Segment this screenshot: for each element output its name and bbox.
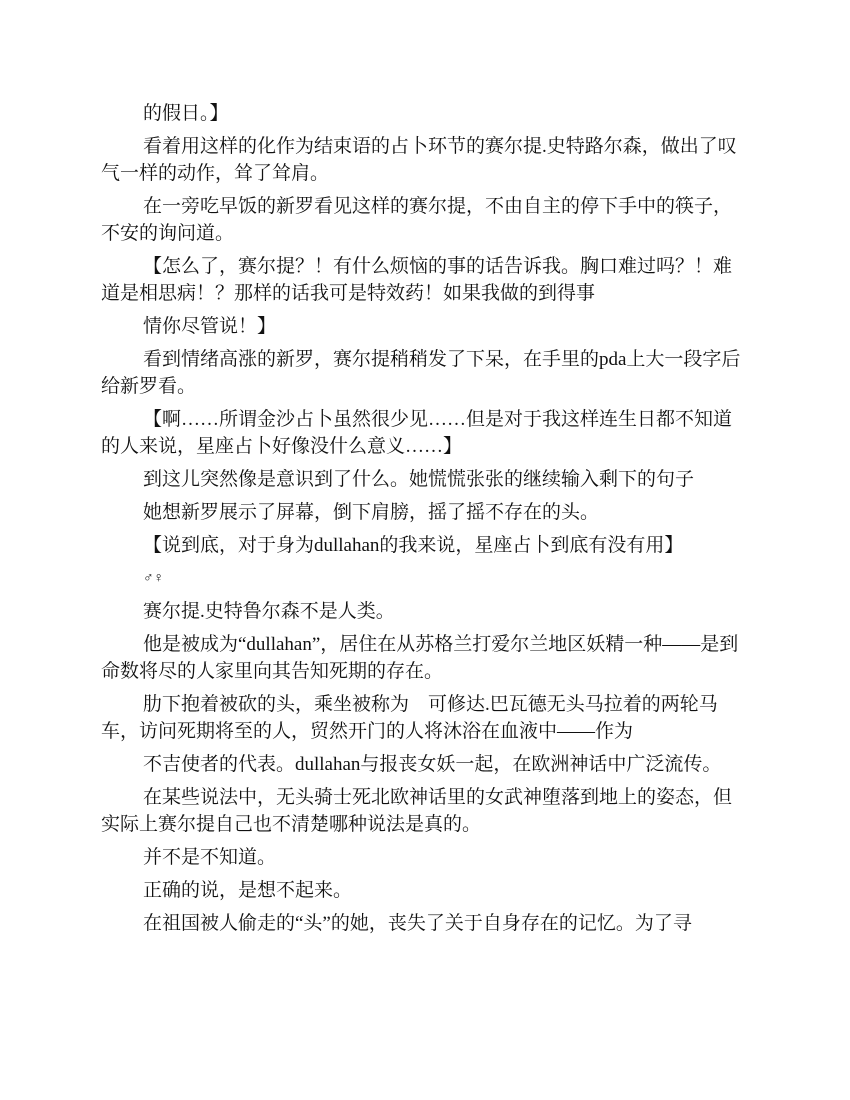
paragraph-1: 的假日。】 [143, 103, 229, 124]
paragraph-8: 到这儿突然像是意识到了什么。她慌慌张张的继续输入剩下的句子 [143, 469, 695, 490]
paragraph-9: 她想新罗展示了屏幕，倒下肩膀，摇了摇不存在的头。 [143, 502, 600, 523]
paragraph-17: 并不是不知道。 [143, 847, 277, 868]
paragraph-3: 在一旁吃早饭的新罗看见这样的赛尔提，不由自主的停下手中的筷子，不安的询问道。 [101, 196, 733, 244]
text-column [101, 100, 749, 943]
paragraph-15: 不吉使者的代表。dullahan与报丧女妖一起，在欧洲神话中广泛流传。 [143, 754, 722, 775]
paragraph-5: 情你尽管说！】 [143, 316, 277, 337]
paragraph-10: 【说到底，对于身为dullahan的我来说，星座占卜到底有没有用】 [143, 535, 684, 556]
paragraph-4: 【怎么了，赛尔提？！有什么烦恼的事的话告诉我。胸口难过吗？！难道是相思病！？那样的话我可是特效药！如果我做的到得事 [101, 256, 733, 304]
paragraph-14: 肋下抱着被砍的头，乘坐被称为 可修达.巴瓦德无头马拉着的两轮马车，访问死期将至的人，贸然开门的人将沐浴在血液中——作为 [101, 694, 718, 742]
paragraph-7: 【啊……所谓金沙占卜虽然很少见……但是对于我这样连生日都不知道的人来说，星座占卜好像没什么意义……】 [101, 409, 733, 457]
paragraph-13: 他是被成为“dullahan”，居住在从苏格兰打爱尔兰地区妖精一种——是到命数将尽的人家里向其告知死期的存在。 [101, 634, 739, 682]
gender-symbols-divider: ♂♀ [143, 571, 164, 586]
paragraph-19: 在祖国被人偷走的“头”的她，丧失了关于自身存在的记忆。为了寻 [143, 913, 692, 934]
paragraph-16: 在某些说法中，无头骑士死北欧神话里的女武神堕落到地上的姿态，但实际上赛尔提自己也不清楚哪种说法是真的。 [101, 787, 733, 835]
paragraph-18: 正确的说，是想不起来。 [143, 880, 353, 901]
paragraph-12: 赛尔提.史特鲁尔森不是人类。 [143, 601, 395, 622]
paragraph-2: 看着用这样的化作为结束语的占卜环节的赛尔提.史特路尔森，做出了叹气一样的动作，耸了耸肩。 [101, 136, 737, 184]
paragraph-6: 看到情绪高涨的新罗，赛尔提稍稍发了下呆，在手里的pda上大一段字后给新罗看。 [101, 349, 741, 397]
